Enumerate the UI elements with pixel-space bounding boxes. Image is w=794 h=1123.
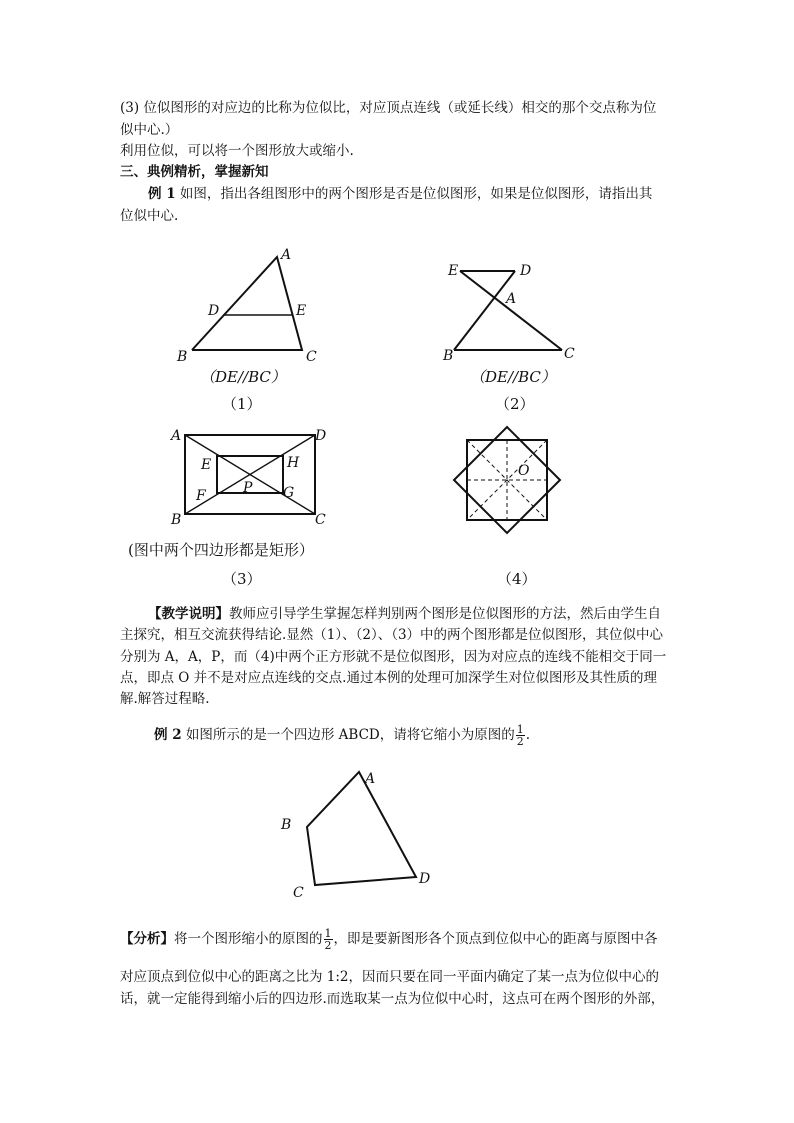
teaching-note-line1 [148,605,661,623]
para-use: 利用位似，可以将一个图形放大或缩小. [120,143,354,159]
f2-label-e: E [448,263,459,279]
figure-3-rectangles [165,425,340,530]
f2-label-b: B [443,348,454,364]
analysis-fraction: $\frac{1}{2}$ [324,927,332,952]
example2-text: 如图所示的是一个四边形 ABCD，请将它缩小为原图的 [185,727,515,743]
f3-label-b: B [171,512,182,528]
analysis-line3: 话，就一定能得到缩小后的四边形.而选取某一点为位似中心时，这点可在两个图形的外部， [120,991,665,1007]
f3-label-e: E [201,457,212,473]
f3-label-a: A [171,428,182,444]
teaching-note-line3: 分别为 A，A，P，而（4)中两个正方形就不是位似图形，因为对应点的连线不能相交于同一 [120,649,667,665]
teaching-note-line2: 主探究，相互交流获得结论.显然（1）、（2）、（3）中的两个图形都是位似图形，其位似中心 [120,627,664,643]
figure-4-squares [450,425,570,535]
f1-label-a: A [281,247,292,263]
example2-line: 例 2 如图所示的是一个四边形 ABCD，请将它缩小为原图的 $\frac{1}{2}$ . [154,723,531,748]
f1-label-c: C [306,349,317,365]
figure-3-note: (图中两个四边形都是矩形） [128,541,314,559]
example1-line2: 位似中心. [120,208,179,224]
teaching-note-line4: 点，即点 O 并不是对应点连线的交点.通过本例的处理可加深学生对位似图形及其性质的理 [120,670,657,686]
example2-label: 例 2 [154,727,182,743]
f1-label-d: D [208,303,220,319]
f2-label-c: C [564,346,575,362]
quad-label-b: B [281,817,292,833]
figure-2-triangles [440,256,590,366]
analysis-line1: 【分析】将一个图形缩小的原图的 $\frac{1}{2}$ ，即是要新图形各个顶点到位似中心的距离与原图中各 [120,927,658,952]
figure-quadrilateral-abcd [276,762,446,904]
quad-label-a: A [365,771,376,787]
figure-4-number: （4） [497,570,537,588]
section-title: 三、典例精析，掌握新知 [120,164,269,180]
f3-label-d: D [315,428,327,444]
f3-label-p: P [243,480,253,496]
figure-1-note: （DE//BC） [200,368,286,386]
para-3-cont: 似中心.） [120,122,179,138]
f3-label-c: C [315,512,326,528]
example1-label: 例 1 [148,186,176,202]
f1-label-b: B [177,349,188,365]
f2-label-a: A [506,291,517,307]
quad-label-d: D [419,871,431,887]
para-3: (3) 位似图形的对应边的比称为位似比，对应顶点连线（或延长线）相交的那个交点称为位 [120,100,657,116]
example2-fraction: $\frac{1}{2}$ [516,723,524,748]
quad-label-c: C [293,885,304,901]
analysis-label: 【分析】 [120,931,174,947]
f4-label-o: O [518,463,530,479]
teaching-note-label: 【教学说明】 [148,606,229,622]
example1-line1 [148,185,652,203]
figure-2-note: （DE//BC） [470,368,556,386]
f3-label-g: G [283,485,295,501]
figure-3-number: （3） [222,570,262,588]
f1-label-e: E [296,303,307,319]
teaching-note-line5: 解.解答过程略. [120,691,210,707]
figure-1-triangle [170,240,330,365]
f3-label-f: F [196,488,206,504]
f2-label-d: D [520,263,532,279]
teaching-note-text1: 教师应引导学生掌握怎样判别两个图形是位似图形的方法，然后由学生自 [229,606,661,622]
figure-2-number: （2） [495,395,535,413]
analysis-line2: 对应顶点到位似中心的距离之比为 1:2，因而只要在同一平面内确定了某一点为位似中心的 [120,969,660,985]
example1-text: 如图，指出各组图形中的两个图形是否是位似图形，如果是位似图形，请指出其 [179,186,653,202]
figure-1-number: （1） [222,395,262,413]
f3-label-h: H [287,455,300,471]
